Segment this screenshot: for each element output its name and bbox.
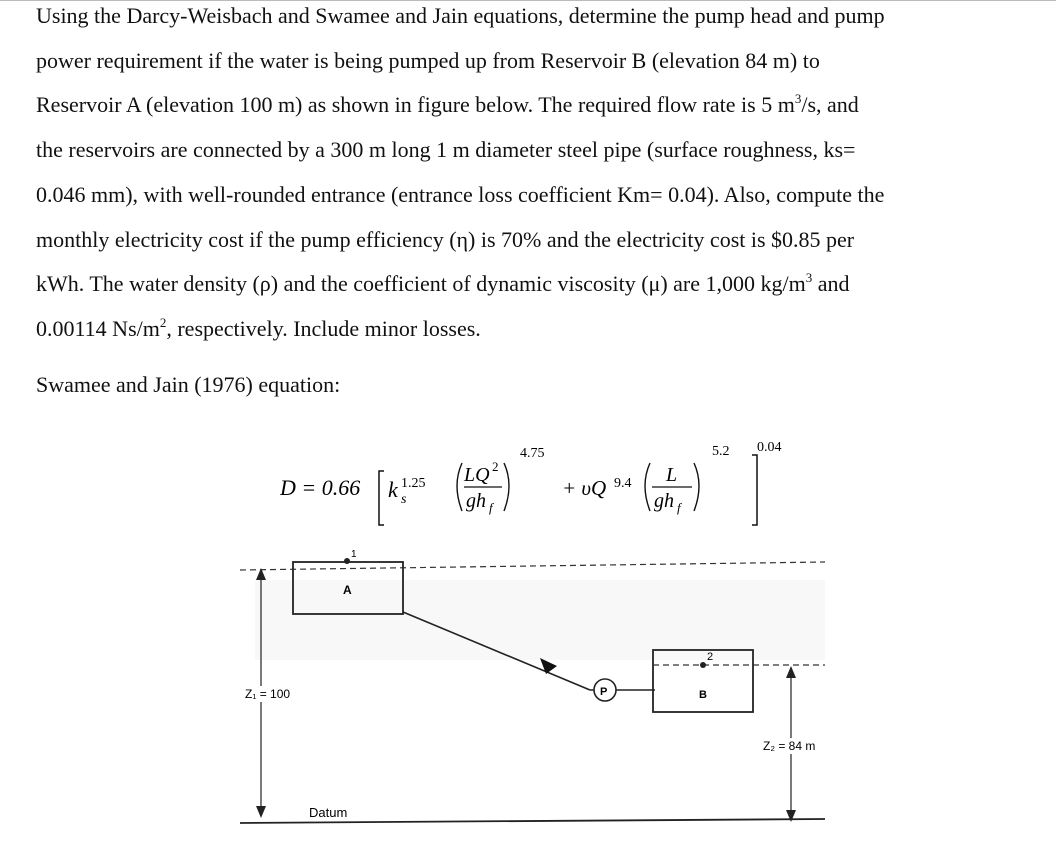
paren-2-right bbox=[694, 463, 699, 511]
eq-plus-term: + υQ bbox=[562, 476, 607, 500]
eq-ks-exp: 1.25 bbox=[401, 476, 426, 491]
eq-den2-sub: f bbox=[677, 500, 681, 515]
problem-statement bbox=[36, 0, 1046, 352]
equation-heading: Swamee and Jain (1976) equation: bbox=[36, 372, 341, 397]
paren-1-left bbox=[457, 463, 462, 511]
problem-line-7: kWh. The water density (ρ) and the coefficient of dynamic viscosity (μ) are 1,000 $kg/m^3$ and bbox=[36, 270, 850, 297]
eq-ks: k bbox=[388, 477, 398, 502]
paren-1-right bbox=[504, 463, 509, 511]
label-pump: P bbox=[600, 686, 608, 698]
problem-line-6: monthly electricity cost if the pump efficiency (η) is 70% and the electricity cost is $0.85 per bbox=[36, 226, 855, 252]
problem-line-5: 0.046 mm), with well-rounded entrance (entrance loss coefficient Km= 0.04). Also, compute the bbox=[36, 181, 885, 207]
eq-num2: L bbox=[666, 464, 678, 486]
paren-2-left bbox=[645, 463, 650, 511]
eq-ks-sub: s bbox=[401, 492, 407, 507]
eq-exp2: 5.2 bbox=[712, 444, 730, 459]
label-a: A bbox=[343, 583, 352, 597]
swamee-jain-equation bbox=[280, 425, 800, 535]
problem-line-1: Using the Darcy-Weisbach and Swamee and Jain equations, determine the pump head and pump bbox=[36, 3, 885, 28]
left-bracket bbox=[379, 471, 384, 525]
pump-system-figure bbox=[235, 540, 835, 840]
eq-exp1: 4.75 bbox=[520, 446, 545, 461]
label-z2: Z₂ = 84 m bbox=[763, 739, 816, 753]
problem-line-2: power requirement if the water is being pumped up from Reservoir B (elevation 84 m) to bbox=[36, 47, 820, 73]
eq-lhs: D = 0.66 bbox=[280, 475, 361, 500]
background-smudge bbox=[255, 580, 825, 660]
problem-line-4: the reservoirs are connected by a 300 m long 1 m diameter steel pipe (surface roughness, ks= bbox=[36, 137, 856, 163]
label-b: B bbox=[699, 689, 707, 701]
eq-den2: gh bbox=[654, 490, 674, 512]
eq-num1: LQ bbox=[464, 464, 490, 486]
label-point-1: 1 bbox=[351, 549, 357, 560]
label-z1: Z₁ = 100 bbox=[245, 687, 291, 701]
right-bracket bbox=[752, 455, 757, 525]
eq-outer-exp: 0.04 bbox=[757, 440, 782, 455]
problem-line-8: 0.00114 $Ns/m^2$, respectively. Include minor losses. bbox=[36, 314, 481, 341]
problem-line-3: Reservoir A (elevation 100 m) as shown in figure below. The required flow rate is 5 $m^3/s$, and bbox=[36, 91, 859, 118]
eq-q-exp: 9.4 bbox=[614, 476, 632, 491]
eq-den1: gh bbox=[466, 490, 486, 512]
label-datum: Datum bbox=[309, 805, 348, 820]
eq-num1-exp: 2 bbox=[492, 459, 499, 474]
label-point-2: 2 bbox=[707, 651, 714, 663]
point-2-marker bbox=[700, 662, 706, 668]
eq-den1-sub: f bbox=[489, 500, 493, 515]
point-1-marker bbox=[344, 558, 350, 564]
